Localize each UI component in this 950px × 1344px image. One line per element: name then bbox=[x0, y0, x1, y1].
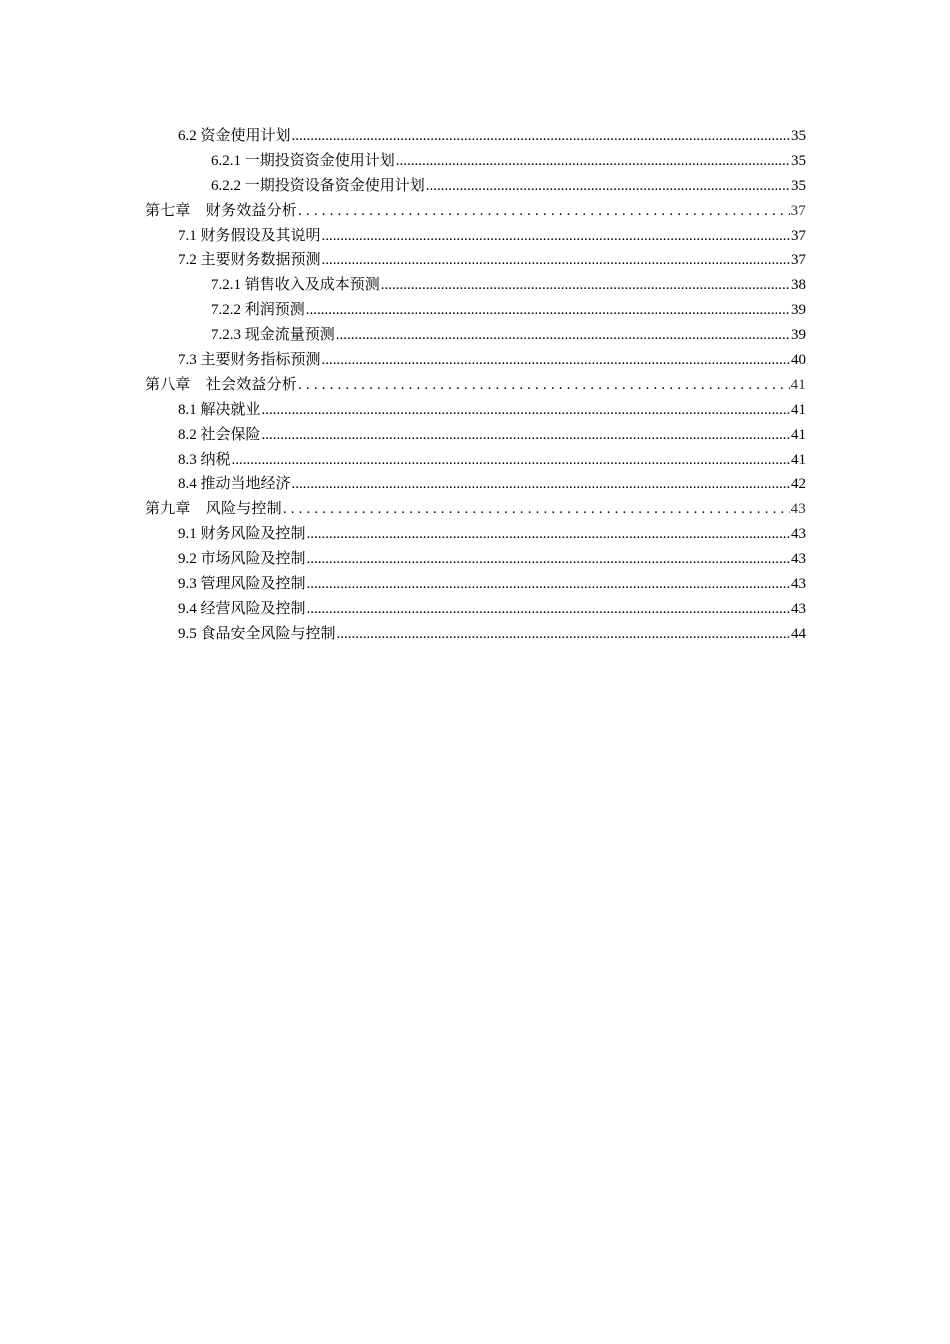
dot-leader bbox=[292, 472, 790, 497]
dot-leader bbox=[307, 572, 790, 597]
toc-entry-page: 35 bbox=[791, 152, 806, 169]
toc-chapter-title: 第七章 财务效益分析 bbox=[145, 202, 298, 219]
toc-entry-title: 7.2 主要财务数据预测 bbox=[178, 252, 321, 269]
toc-entry-title: 9.4 经营风险及控制 bbox=[178, 600, 306, 617]
toc-entry[interactable] bbox=[145, 124, 806, 149]
toc-entry[interactable] bbox=[145, 248, 806, 273]
toc-entry-title: 6.2.2 一期投资设备资金使用计划 bbox=[211, 177, 425, 194]
dot-leader bbox=[381, 273, 790, 298]
dot-leader bbox=[426, 174, 790, 199]
toc-entry-page: 37 bbox=[790, 202, 806, 219]
toc-entry[interactable] bbox=[145, 398, 806, 423]
toc-entry-title: 9.5 食品安全风险与控制 bbox=[178, 625, 336, 642]
toc-entry[interactable] bbox=[145, 448, 806, 473]
toc-entry-page: 37 bbox=[791, 252, 806, 269]
toc-chapter-entry[interactable] bbox=[145, 199, 806, 224]
toc-entry[interactable] bbox=[145, 149, 806, 174]
dot-leader bbox=[283, 497, 790, 522]
toc-entry[interactable] bbox=[145, 423, 806, 448]
toc-entry-page: 38 bbox=[791, 277, 806, 294]
dot-leader bbox=[232, 448, 790, 473]
dot-leader bbox=[298, 199, 790, 224]
dot-leader bbox=[336, 323, 790, 348]
dot-leader bbox=[306, 298, 790, 323]
dot-leader bbox=[396, 149, 790, 174]
dot-leader bbox=[292, 124, 790, 149]
dot-leader bbox=[307, 547, 790, 572]
toc-entry-page: 41 bbox=[791, 401, 806, 418]
table-of-contents bbox=[145, 124, 806, 647]
toc-entry-page: 44 bbox=[791, 625, 806, 642]
dot-leader bbox=[307, 522, 790, 547]
toc-entry[interactable] bbox=[145, 522, 806, 547]
toc-entry-title: 7.2.1 销售收入及成本预测 bbox=[211, 277, 380, 294]
toc-entry-title: 8.1 解决就业 bbox=[178, 401, 261, 418]
toc-entry-title: 9.1 财务风险及控制 bbox=[178, 526, 306, 543]
toc-entry[interactable] bbox=[145, 547, 806, 572]
toc-entry[interactable] bbox=[145, 224, 806, 249]
dot-leader bbox=[307, 597, 790, 622]
dot-leader bbox=[262, 398, 790, 423]
toc-entry-page: 42 bbox=[791, 476, 806, 493]
dot-leader bbox=[322, 348, 790, 373]
toc-entry-page: 43 bbox=[791, 526, 806, 543]
dot-leader bbox=[322, 224, 790, 249]
toc-entry[interactable] bbox=[145, 323, 806, 348]
toc-chapter-title: 第八章 社会效益分析 bbox=[145, 376, 298, 393]
dot-leader bbox=[262, 423, 790, 448]
toc-entry[interactable] bbox=[145, 597, 806, 622]
toc-entry-page: 41 bbox=[791, 451, 806, 468]
toc-entry[interactable] bbox=[145, 348, 806, 373]
toc-entry-title: 6.2 资金使用计划 bbox=[178, 128, 291, 144]
toc-entry-title: 7.3 主要财务指标预测 bbox=[178, 352, 321, 369]
toc-entry-page: 39 bbox=[791, 327, 806, 344]
toc-entry-page: 35 bbox=[791, 177, 806, 194]
toc-entry-title: 8.2 社会保险 bbox=[178, 426, 261, 443]
toc-entry-title: 6.2.1 一期投资资金使用计划 bbox=[211, 152, 395, 169]
dot-leader bbox=[322, 248, 790, 273]
toc-entry-title: 8.3 纳税 bbox=[178, 451, 231, 468]
toc-entry-title: 7.2.2 利润预测 bbox=[211, 302, 305, 319]
toc-entry-page: 41 bbox=[790, 376, 806, 393]
toc-entry-title: 7.1 财务假设及其说明 bbox=[178, 227, 321, 244]
toc-entry-page: 39 bbox=[791, 302, 806, 319]
dot-leader bbox=[298, 373, 790, 398]
dot-leader bbox=[337, 622, 790, 647]
toc-entry-page: 37 bbox=[791, 227, 806, 244]
toc-chapter-title: 第九章 风险与控制 bbox=[145, 501, 282, 518]
toc-entry-page: 43 bbox=[791, 600, 806, 617]
toc-entry[interactable] bbox=[145, 298, 806, 323]
toc-entry-page: 40 bbox=[791, 352, 806, 369]
toc-entry-title: 8.4 推动当地经济 bbox=[178, 476, 291, 493]
toc-entry[interactable] bbox=[145, 273, 806, 298]
toc-entry-title: 9.3 管理风险及控制 bbox=[178, 576, 306, 593]
toc-chapter-entry[interactable] bbox=[145, 373, 806, 398]
toc-entry-page: 43 bbox=[790, 501, 806, 518]
toc-entry[interactable] bbox=[145, 472, 806, 497]
toc-entry-page: 43 bbox=[791, 551, 806, 568]
toc-entry-title: 9.2 市场风险及控制 bbox=[178, 551, 306, 568]
toc-entry-title: 7.2.3 现金流量预测 bbox=[211, 327, 335, 344]
toc-entry[interactable] bbox=[145, 174, 806, 199]
toc-entry-page: 41 bbox=[791, 426, 806, 443]
toc-entry-page: 43 bbox=[791, 576, 806, 593]
toc-entry[interactable] bbox=[145, 622, 806, 647]
toc-entry[interactable] bbox=[145, 572, 806, 597]
toc-chapter-entry[interactable] bbox=[145, 497, 806, 522]
toc-entry-page: 35 bbox=[791, 128, 806, 144]
